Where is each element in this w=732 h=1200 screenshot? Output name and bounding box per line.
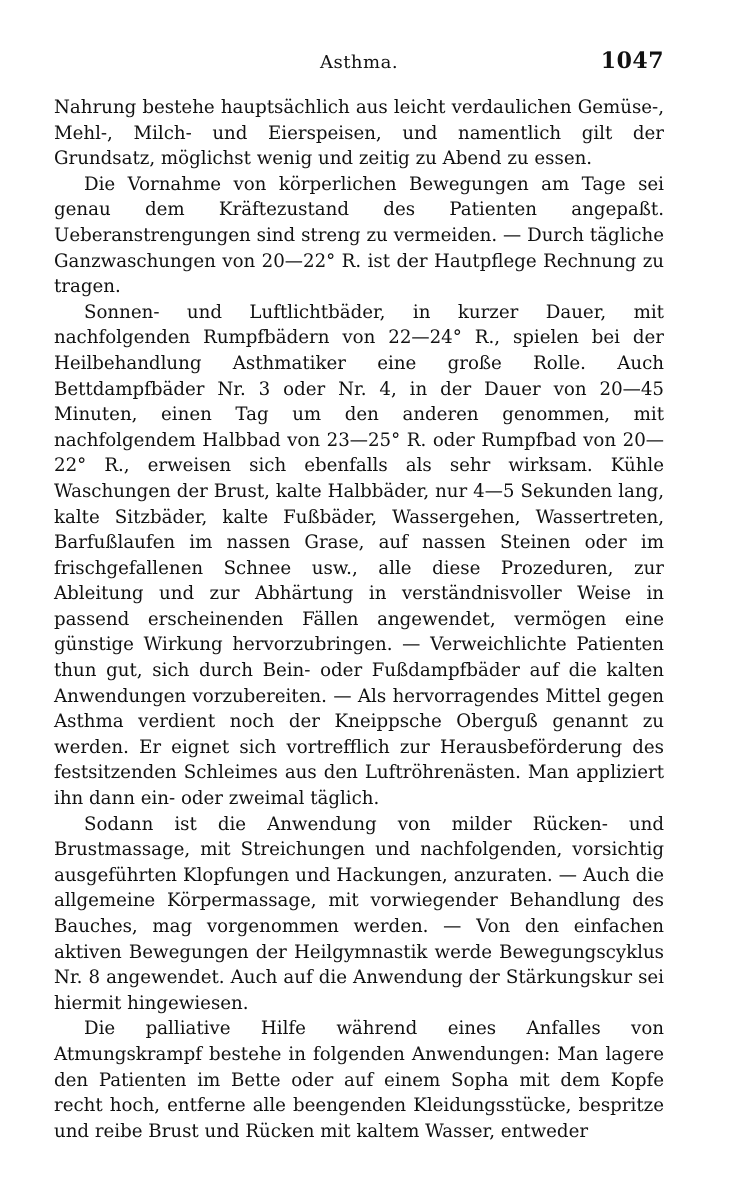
paragraph-palliative: Die palliative Hilfe während eines Anfalles von Atmungskrampf bestehe in folgenden Anwendungen: Man lagere den Patienten im Bette oder auf einem Sopha mit dem Kopfe recht hoch, entferne alle beengenden Kleidungsstücke, bespritze und reibe Brust und Rücken mit kaltem Wasser, entweder: [54, 1018, 664, 1142]
page-header: [54, 48, 664, 78]
paragraph-baths: Sonnen- und Luftlichtbäder, in kurzer Dauer, mit nachfolgenden Rumpfbädern von 22—24° R., spielen bei der Heilbehandlung Asthmatiker eine große Rolle. Auch Bettdampfbäder Nr. 3 oder Nr. 4, in der Dauer von 20—45 Minuten, einen Tag um den anderen genommen, mit nachfolgendem Halbbad von 23—25° R. oder Rumpfbad von 20—22° R., erweisen sich ebenfalls als sehr wirksam. Kühle Waschungen der Brust, kalte Halbbäder, nur 4—5 Sekunden lang, kalte Sitzbäder, kalte Fußbäder, Wassergehen, Wassertreten, Barfußlaufen im nassen Grase, auf nassen Steinen oder im frischgefallenen Schnee usw., alle diese Prozeduren, zur Ableitung und zur Abhärtung in verständnisvoller Weise in passend erscheinenden Fällen angewendet, vermögen eine günstige Wirkung hervorzubringen. — Verweichlichte Patienten thun gut, sich durch Bein- oder Fußdampfbäder auf die kalten Anwendungen vorzubereiten. — Als hervorragendes Mittel gegen Asthma verdient noch der Kneippsche Oberguß genannt zu werden. Er eignet sich vortrefflich zur Herausbeförderung des festsitzenden Schleimes aus den Luftröhrenästen. Man appliziert ihn dann ein- oder zweimal täglich.: [54, 301, 664, 810]
body-text: [54, 95, 664, 1144]
paragraph-movement: Die Vornahme von körperlichen Bewegungen am Tage sei genau dem Kräftezustand des Patienten angepaßt. Ueberanstrengungen sind streng zu vermeiden. — Durch tägliche Ganzwaschungen von 20—22° R. ist der Hautpflege Rechnung zu tragen.: [54, 173, 664, 298]
page-number: 1047: [600, 48, 664, 74]
running-title: Asthma.: [319, 52, 399, 73]
paragraph-massage: Sodann ist die Anwendung von milder Rücken- und Brustmassage, mit Streichungen und nachfolgenden, vorsichtig ausgeführten Klopfungen und Hackungen, anzuraten. — Auch die allgemeine Körpermassage, mit vorwiegender Behandlung des Bauches, mag vorgenommen werden. — Von den einfachen aktiven Bewegungen der Heilgymnastik werde Bewegungscyklus Nr. 8 angewendet. Auch auf die Anwendung der Stärkungskur sei hiermit hingewiesen.: [54, 813, 664, 1014]
paragraph-continuation: Nahrung bestehe hauptsächlich aus leicht verdaulichen Gemüse-, Mehl-, Milch- und Eierspeisen, und namentlich gilt der Grundsatz, möglichst wenig und zeitig zu Abend zu essen.: [54, 97, 664, 170]
